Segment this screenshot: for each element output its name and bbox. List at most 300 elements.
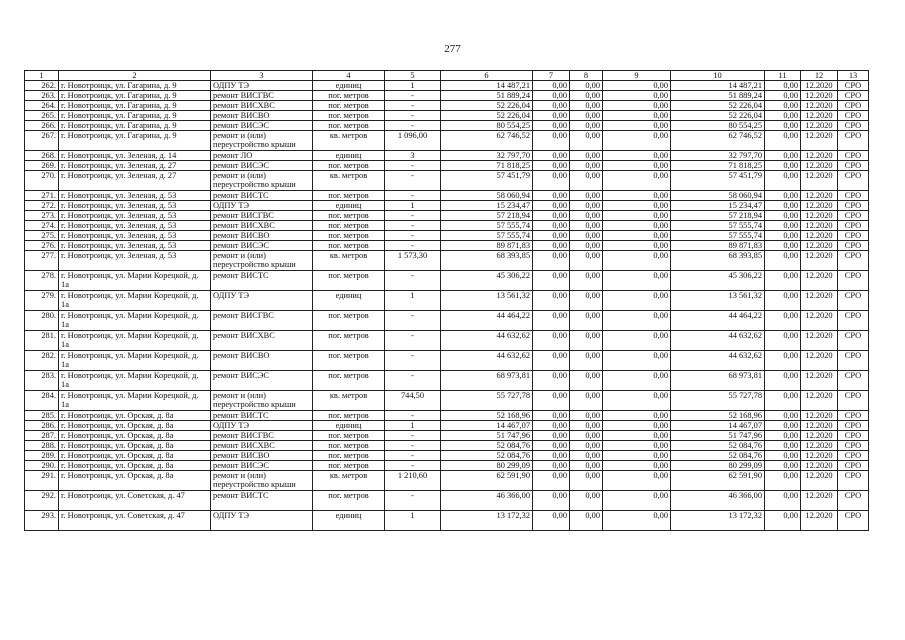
cell-fund-other: 0,00: [765, 491, 801, 511]
cell-method: СРО: [838, 291, 869, 311]
cell-fund-local: 0,00: [570, 91, 603, 101]
column-number: 8: [570, 71, 603, 81]
cell-completion-date: 12.2020: [801, 461, 838, 471]
cell-total-cost: 44 632,62: [441, 351, 533, 371]
cell-fund-regional: 0,00: [533, 331, 570, 351]
cell-unit: кв. метров: [313, 251, 385, 271]
cell-fund-other: 0,00: [765, 291, 801, 311]
table-row: [25, 371, 869, 391]
cell-work-type: ремонт ВИСТС: [211, 411, 313, 421]
cell-method: СРО: [838, 461, 869, 471]
cell-unit: пог. метров: [313, 241, 385, 251]
cell-work-type: ремонт ВИСВО: [211, 111, 313, 121]
cell-unit: пог. метров: [313, 491, 385, 511]
table-row: [25, 111, 869, 121]
cell-work-type: ремонт ВИСЭС: [211, 461, 313, 471]
table-row: [25, 511, 869, 531]
cell-completion-date: 12.2020: [801, 121, 838, 131]
cell-quantity: 1: [385, 421, 441, 431]
cell-fund-other: 0,00: [765, 331, 801, 351]
cell-fund-owners: 0,00: [603, 151, 671, 161]
cell-method: СРО: [838, 171, 869, 191]
cell-method: СРО: [838, 421, 869, 431]
cell-fund-regional: 0,00: [533, 201, 570, 211]
cell-unit: пог. метров: [313, 161, 385, 171]
cell-completion-date: 12.2020: [801, 201, 838, 211]
cell-unit: единиц: [313, 151, 385, 161]
cell-work-type: ремонт ВИСГВС: [211, 211, 313, 221]
cell-fund-total: 14 467,07: [671, 421, 765, 431]
cell-work-type: ремонт ЛО: [211, 151, 313, 161]
cell-row-number: 283.: [25, 371, 59, 391]
cell-fund-total: 51 747,96: [671, 431, 765, 441]
cell-fund-other: 0,00: [765, 101, 801, 111]
cell-total-cost: 80 299,09: [441, 461, 533, 471]
cell-work-type: ремонт ВИСВО: [211, 351, 313, 371]
cell-quantity: -: [385, 241, 441, 251]
table-row: [25, 271, 869, 291]
cell-fund-other: 0,00: [765, 371, 801, 391]
cell-quantity: -: [385, 191, 441, 201]
cell-fund-regional: 0,00: [533, 161, 570, 171]
cell-completion-date: 12.2020: [801, 291, 838, 311]
cell-fund-owners: 0,00: [603, 231, 671, 241]
cell-fund-owners: 0,00: [603, 371, 671, 391]
cell-work-type: ремонт ВИСХВС: [211, 441, 313, 451]
cell-fund-owners: 0,00: [603, 121, 671, 131]
cell-unit: пог. метров: [313, 351, 385, 371]
cell-fund-total: 52 084,76: [671, 441, 765, 451]
cell-work-type: ОДПУ ТЭ: [211, 81, 313, 91]
cell-fund-local: 0,00: [570, 131, 603, 151]
cell-unit: пог. метров: [313, 451, 385, 461]
cell-work-type: ремонт ВИСТС: [211, 191, 313, 201]
cell-completion-date: 12.2020: [801, 351, 838, 371]
cell-work-type: ремонт ВИСЭС: [211, 241, 313, 251]
cell-fund-local: 0,00: [570, 171, 603, 191]
cell-fund-other: 0,00: [765, 351, 801, 371]
table-row: [25, 171, 869, 191]
cell-address: г. Новотроицк, ул. Советская, д. 47: [59, 491, 211, 511]
cell-row-number: 282.: [25, 351, 59, 371]
cell-address: г. Новотроицк, ул. Марии Корецкой, д. 1а: [59, 271, 211, 291]
cell-address: г. Новотроицк, ул. Гагарина, д. 9: [59, 111, 211, 121]
cell-work-type: ремонт ВИСГВС: [211, 311, 313, 331]
cell-work-type: ремонт ВИСТС: [211, 271, 313, 291]
cell-quantity: -: [385, 461, 441, 471]
cell-work-type: ремонт ВИСХВС: [211, 101, 313, 111]
cell-row-number: 276.: [25, 241, 59, 251]
cell-total-cost: 46 366,00: [441, 491, 533, 511]
cell-fund-other: 0,00: [765, 161, 801, 171]
cell-address: г. Новотроицк, ул. Орская, д. 8а: [59, 461, 211, 471]
cell-total-cost: 80 554,25: [441, 121, 533, 131]
cell-method: СРО: [838, 331, 869, 351]
table-row: [25, 391, 869, 411]
cell-unit: кв. метров: [313, 471, 385, 491]
cell-total-cost: 14 487,21: [441, 81, 533, 91]
cell-fund-regional: 0,00: [533, 461, 570, 471]
cell-fund-total: 68 393,85: [671, 251, 765, 271]
cell-quantity: -: [385, 311, 441, 331]
cell-fund-owners: 0,00: [603, 451, 671, 461]
cell-fund-owners: 0,00: [603, 271, 671, 291]
cell-unit: пог. метров: [313, 91, 385, 101]
cell-method: СРО: [838, 441, 869, 451]
cell-method: СРО: [838, 91, 869, 101]
cell-fund-other: 0,00: [765, 311, 801, 331]
cell-total-cost: 13 172,32: [441, 511, 533, 531]
cell-fund-other: 0,00: [765, 471, 801, 491]
cell-quantity: 1: [385, 511, 441, 531]
table-row: [25, 311, 869, 331]
cell-completion-date: 12.2020: [801, 171, 838, 191]
cell-fund-local: 0,00: [570, 271, 603, 291]
cell-total-cost: 14 467,07: [441, 421, 533, 431]
cell-fund-local: 0,00: [570, 511, 603, 531]
cell-row-number: 285.: [25, 411, 59, 421]
cell-quantity: -: [385, 211, 441, 221]
table-row: [25, 241, 869, 251]
cell-fund-total: 55 727,78: [671, 391, 765, 411]
cell-fund-local: 0,00: [570, 391, 603, 411]
cell-row-number: 268.: [25, 151, 59, 161]
cell-method: СРО: [838, 111, 869, 121]
cell-address: г. Новотроицк, ул. Гагарина, д. 9: [59, 131, 211, 151]
cell-total-cost: 15 234,47: [441, 201, 533, 211]
cell-total-cost: 89 871,83: [441, 241, 533, 251]
cell-fund-regional: 0,00: [533, 221, 570, 231]
cell-fund-regional: 0,00: [533, 191, 570, 201]
cell-fund-other: 0,00: [765, 421, 801, 431]
cell-fund-regional: 0,00: [533, 231, 570, 241]
cell-address: г. Новотроицк, ул. Марии Корецкой, д. 1а: [59, 391, 211, 411]
cell-quantity: -: [385, 441, 441, 451]
cell-unit: пог. метров: [313, 411, 385, 421]
cell-work-type: ремонт ВИСГВС: [211, 91, 313, 101]
cell-total-cost: 45 306,22: [441, 271, 533, 291]
cell-method: СРО: [838, 211, 869, 221]
cell-address: г. Новотроицк, ул. Зеленая, д. 53: [59, 241, 211, 251]
cell-completion-date: 12.2020: [801, 91, 838, 101]
cell-method: СРО: [838, 371, 869, 391]
cell-row-number: 290.: [25, 461, 59, 471]
cell-fund-local: 0,00: [570, 351, 603, 371]
cell-fund-owners: 0,00: [603, 161, 671, 171]
cell-fund-local: 0,00: [570, 311, 603, 331]
table-row: [25, 251, 869, 271]
table-row: [25, 331, 869, 351]
cell-address: г. Новотроицк, ул. Гагарина, д. 9: [59, 81, 211, 91]
cell-fund-other: 0,00: [765, 271, 801, 291]
cell-method: СРО: [838, 201, 869, 211]
cell-address: г. Новотроицк, ул. Орская, д. 8а: [59, 431, 211, 441]
cell-address: г. Новотроицк, ул. Марии Корецкой, д. 1а: [59, 311, 211, 331]
table-row: [25, 201, 869, 211]
cell-fund-owners: 0,00: [603, 441, 671, 451]
cell-unit: единиц: [313, 421, 385, 431]
cell-fund-owners: 0,00: [603, 131, 671, 151]
cell-completion-date: 12.2020: [801, 111, 838, 121]
cell-work-type: ремонт ВИСТС: [211, 491, 313, 511]
cell-completion-date: 12.2020: [801, 491, 838, 511]
cell-fund-other: 0,00: [765, 131, 801, 151]
cell-fund-local: 0,00: [570, 241, 603, 251]
cell-completion-date: 12.2020: [801, 441, 838, 451]
cell-completion-date: 12.2020: [801, 101, 838, 111]
cell-fund-total: 13 561,32: [671, 291, 765, 311]
cell-fund-local: 0,00: [570, 371, 603, 391]
cell-row-number: 270.: [25, 171, 59, 191]
cell-method: СРО: [838, 191, 869, 201]
cell-work-type: ремонт ВИСЭС: [211, 121, 313, 131]
cell-method: СРО: [838, 241, 869, 251]
table-row: [25, 461, 869, 471]
cell-unit: кв. метров: [313, 171, 385, 191]
cell-method: СРО: [838, 251, 869, 271]
cell-total-cost: 68 393,85: [441, 251, 533, 271]
cell-fund-total: 57 451,79: [671, 171, 765, 191]
cell-row-number: 287.: [25, 431, 59, 441]
cell-quantity: -: [385, 411, 441, 421]
cell-fund-regional: 0,00: [533, 101, 570, 111]
cell-row-number: 269.: [25, 161, 59, 171]
table-row: [25, 491, 869, 511]
cell-fund-local: 0,00: [570, 461, 603, 471]
cell-row-number: 278.: [25, 271, 59, 291]
cell-total-cost: 55 727,78: [441, 391, 533, 411]
column-number: 1: [25, 71, 59, 81]
cell-address: г. Новотроицк, ул. Зеленая, д. 27: [59, 161, 211, 171]
cell-quantity: -: [385, 101, 441, 111]
cell-unit: единиц: [313, 291, 385, 311]
cell-total-cost: 32 797,70: [441, 151, 533, 161]
cell-address: г. Новотроицк, ул. Зеленая, д. 53: [59, 211, 211, 221]
table-row: [25, 451, 869, 461]
cell-quantity: 1 573,30: [385, 251, 441, 271]
table-row: [25, 411, 869, 421]
cell-quantity: -: [385, 111, 441, 121]
cell-unit: кв. метров: [313, 131, 385, 151]
cell-fund-other: 0,00: [765, 251, 801, 271]
cell-work-type: ремонт ВИСВО: [211, 451, 313, 461]
cell-row-number: 275.: [25, 231, 59, 241]
cell-fund-local: 0,00: [570, 331, 603, 351]
cell-fund-total: 58 060,94: [671, 191, 765, 201]
cell-fund-local: 0,00: [570, 121, 603, 131]
cell-fund-regional: 0,00: [533, 471, 570, 491]
cell-fund-owners: 0,00: [603, 291, 671, 311]
cell-fund-other: 0,00: [765, 441, 801, 451]
cell-fund-owners: 0,00: [603, 331, 671, 351]
cell-quantity: 3: [385, 151, 441, 161]
cell-completion-date: 12.2020: [801, 131, 838, 151]
cell-fund-owners: 0,00: [603, 251, 671, 271]
cell-row-number: 292.: [25, 491, 59, 511]
cell-fund-owners: 0,00: [603, 171, 671, 191]
cell-fund-regional: 0,00: [533, 271, 570, 291]
cell-completion-date: 12.2020: [801, 161, 838, 171]
cell-address: г. Новотроицк, ул. Зеленая, д. 53: [59, 201, 211, 211]
cell-fund-local: 0,00: [570, 191, 603, 201]
cell-row-number: 273.: [25, 211, 59, 221]
cell-row-number: 267.: [25, 131, 59, 151]
page-number: 277: [444, 43, 461, 55]
table-row: [25, 471, 869, 491]
cell-row-number: 264.: [25, 101, 59, 111]
cell-fund-total: 57 218,94: [671, 211, 765, 221]
cell-fund-owners: 0,00: [603, 491, 671, 511]
table-row: [25, 441, 869, 451]
cell-fund-regional: 0,00: [533, 241, 570, 251]
cell-total-cost: 51 889,24: [441, 91, 533, 101]
cell-fund-total: 45 306,22: [671, 271, 765, 291]
cell-fund-total: 68 973,81: [671, 371, 765, 391]
cell-fund-regional: 0,00: [533, 441, 570, 451]
cell-fund-owners: 0,00: [603, 351, 671, 371]
cell-unit: пог. метров: [313, 441, 385, 451]
cell-total-cost: 52 226,04: [441, 101, 533, 111]
cell-fund-regional: 0,00: [533, 211, 570, 221]
cell-fund-regional: 0,00: [533, 151, 570, 161]
cell-fund-other: 0,00: [765, 121, 801, 131]
cell-work-type: ремонт ВИСХВС: [211, 331, 313, 351]
column-number: 4: [313, 71, 385, 81]
cell-address: г. Новотроицк, ул. Орская, д. 8а: [59, 411, 211, 421]
cell-unit: пог. метров: [313, 371, 385, 391]
cell-fund-total: 52 226,04: [671, 111, 765, 121]
cell-unit: пог. метров: [313, 111, 385, 121]
column-number: 5: [385, 71, 441, 81]
cell-fund-total: 52 168,96: [671, 411, 765, 421]
cell-address: г. Новотроицк, ул. Зеленая, д. 53: [59, 251, 211, 271]
cell-fund-regional: 0,00: [533, 391, 570, 411]
cell-fund-regional: 0,00: [533, 421, 570, 431]
cell-row-number: 280.: [25, 311, 59, 331]
cell-method: СРО: [838, 511, 869, 531]
cell-fund-other: 0,00: [765, 431, 801, 441]
cell-quantity: -: [385, 431, 441, 441]
cell-unit: пог. метров: [313, 121, 385, 131]
cell-work-type: ремонт и (или) переустройство крыши: [211, 171, 313, 191]
cell-fund-total: 13 172,32: [671, 511, 765, 531]
cell-quantity: 1: [385, 291, 441, 311]
cell-fund-other: 0,00: [765, 221, 801, 231]
cell-row-number: 262.: [25, 81, 59, 91]
cell-completion-date: 12.2020: [801, 371, 838, 391]
cell-row-number: 265.: [25, 111, 59, 121]
cell-quantity: -: [385, 331, 441, 351]
cell-fund-local: 0,00: [570, 411, 603, 421]
cell-total-cost: 62 746,52: [441, 131, 533, 151]
cell-unit: пог. метров: [313, 211, 385, 221]
cell-completion-date: 12.2020: [801, 511, 838, 531]
cell-method: СРО: [838, 221, 869, 231]
cell-fund-regional: 0,00: [533, 121, 570, 131]
cell-work-type: ремонт ВИСВО: [211, 231, 313, 241]
column-number: 9: [603, 71, 671, 81]
cell-quantity: 1 096,00: [385, 131, 441, 151]
table-row: [25, 221, 869, 231]
cell-fund-owners: 0,00: [603, 211, 671, 221]
cell-completion-date: 12.2020: [801, 311, 838, 331]
cell-fund-owners: 0,00: [603, 471, 671, 491]
cell-fund-total: 71 818,25: [671, 161, 765, 171]
cell-fund-regional: 0,00: [533, 411, 570, 421]
cell-address: г. Новотроицк, ул. Марии Корецкой, д. 1а: [59, 371, 211, 391]
cell-total-cost: 57 555,74: [441, 231, 533, 241]
cell-fund-other: 0,00: [765, 191, 801, 201]
cell-unit: пог. метров: [313, 331, 385, 351]
cell-fund-other: 0,00: [765, 201, 801, 211]
cell-fund-total: 44 464,22: [671, 311, 765, 331]
cell-total-cost: 68 973,81: [441, 371, 533, 391]
cell-address: г. Новотроицк, ул. Орская, д. 8а: [59, 471, 211, 491]
cell-completion-date: 12.2020: [801, 251, 838, 271]
cell-fund-total: 57 555,74: [671, 221, 765, 231]
cell-method: СРО: [838, 431, 869, 441]
cell-row-number: 279.: [25, 291, 59, 311]
cell-fund-owners: 0,00: [603, 421, 671, 431]
cell-total-cost: 52 084,76: [441, 441, 533, 451]
cell-method: СРО: [838, 451, 869, 461]
cell-unit: пог. метров: [313, 231, 385, 241]
column-number-row: [25, 71, 869, 81]
cell-address: г. Новотроицк, ул. Зеленая, д. 27: [59, 171, 211, 191]
cell-method: СРО: [838, 121, 869, 131]
cell-total-cost: 13 561,32: [441, 291, 533, 311]
cell-fund-regional: 0,00: [533, 311, 570, 331]
cell-fund-total: 52 226,04: [671, 101, 765, 111]
cell-row-number: 281.: [25, 331, 59, 351]
cell-fund-local: 0,00: [570, 251, 603, 271]
cell-fund-regional: 0,00: [533, 81, 570, 91]
cell-work-type: ремонт и (или) переустройство крыши: [211, 471, 313, 491]
registry-table: [24, 70, 869, 531]
cell-quantity: -: [385, 451, 441, 461]
cell-fund-other: 0,00: [765, 411, 801, 421]
cell-fund-owners: 0,00: [603, 81, 671, 91]
table-row: [25, 351, 869, 371]
cell-fund-owners: 0,00: [603, 91, 671, 101]
cell-fund-local: 0,00: [570, 231, 603, 241]
cell-total-cost: 52 084,76: [441, 451, 533, 461]
cell-fund-owners: 0,00: [603, 201, 671, 211]
cell-fund-total: 52 084,76: [671, 451, 765, 461]
cell-address: г. Новотроицк, ул. Марии Корецкой, д. 1а: [59, 351, 211, 371]
cell-quantity: -: [385, 121, 441, 131]
cell-fund-total: 51 889,24: [671, 91, 765, 101]
cell-work-type: ремонт ВИСЭС: [211, 161, 313, 171]
cell-fund-regional: 0,00: [533, 171, 570, 191]
cell-fund-local: 0,00: [570, 211, 603, 221]
cell-completion-date: 12.2020: [801, 431, 838, 441]
table-row: [25, 131, 869, 151]
table-row: [25, 161, 869, 171]
cell-completion-date: 12.2020: [801, 271, 838, 291]
cell-address: г. Новотроицк, ул. Марии Корецкой, д. 1а: [59, 331, 211, 351]
cell-unit: пог. метров: [313, 311, 385, 331]
cell-method: СРО: [838, 161, 869, 171]
cell-fund-other: 0,00: [765, 81, 801, 91]
cell-row-number: 289.: [25, 451, 59, 461]
cell-address: г. Новотроицк, ул. Зеленая, д. 53: [59, 221, 211, 231]
cell-fund-other: 0,00: [765, 241, 801, 251]
cell-fund-other: 0,00: [765, 461, 801, 471]
cell-fund-other: 0,00: [765, 211, 801, 221]
cell-fund-local: 0,00: [570, 81, 603, 91]
cell-method: СРО: [838, 471, 869, 491]
